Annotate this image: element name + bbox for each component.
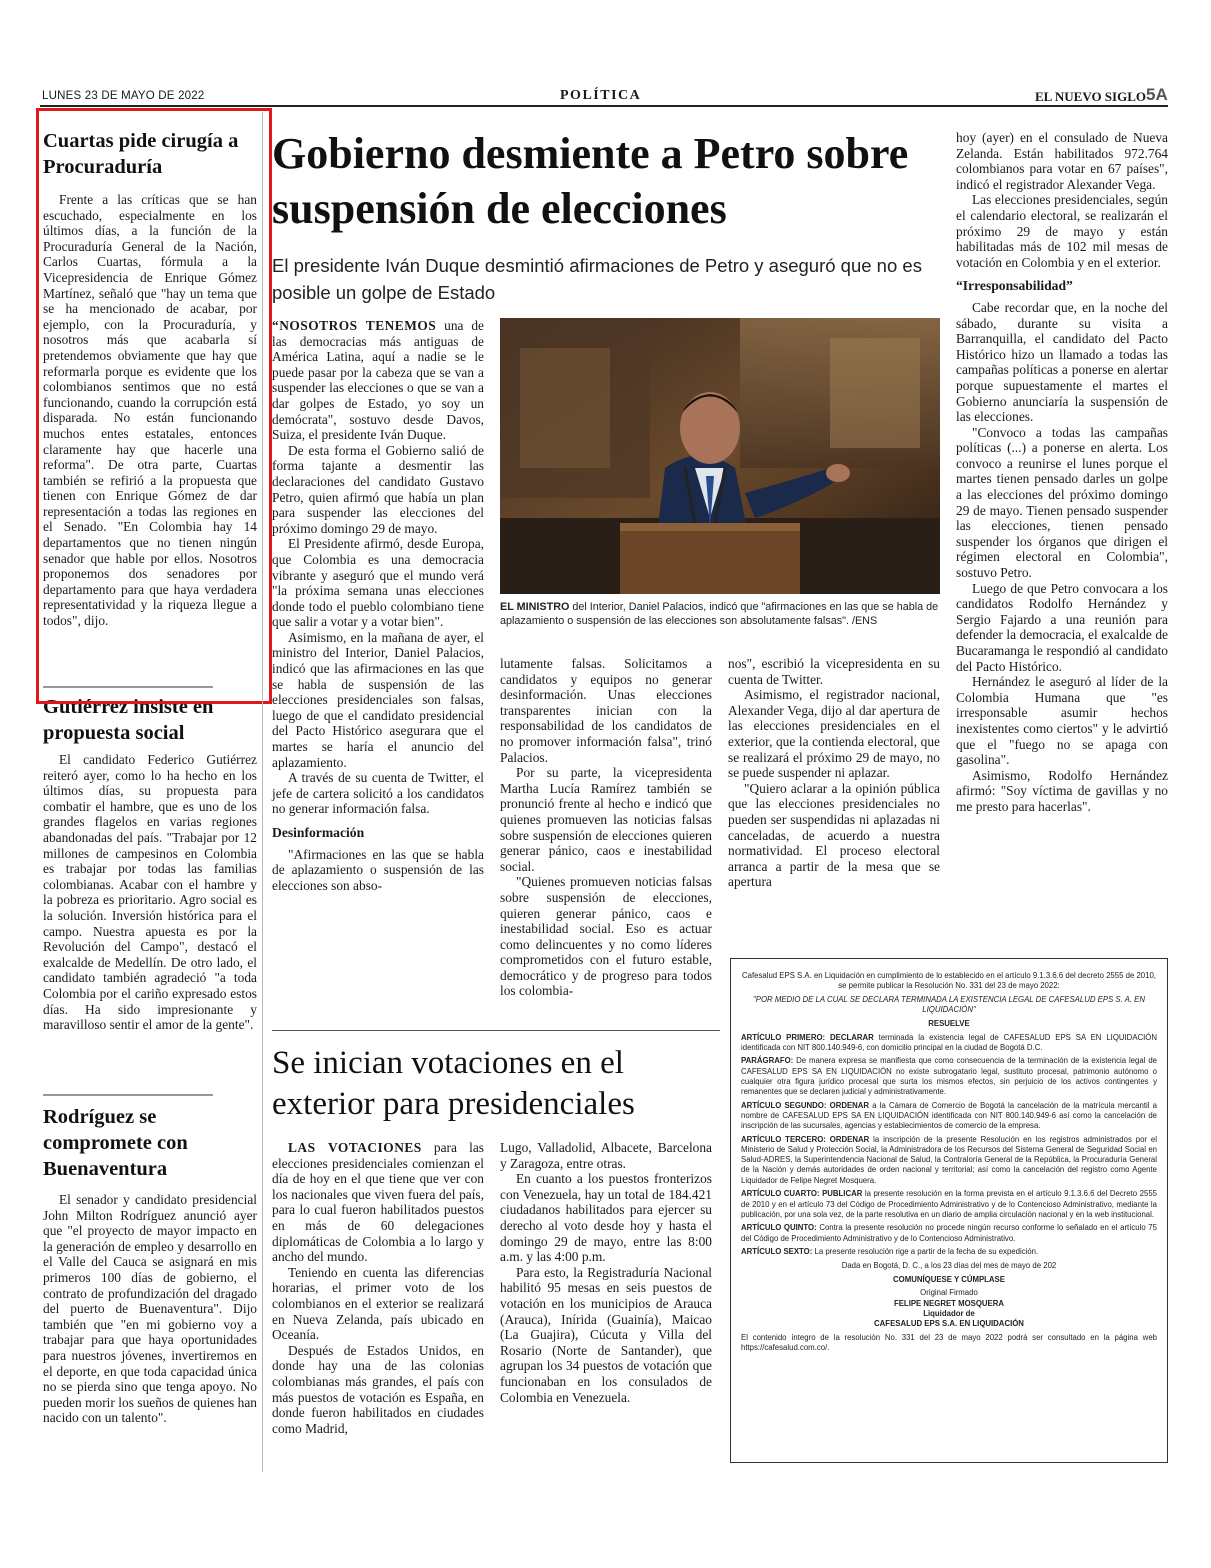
- caption-lead: EL MINISTRO: [500, 601, 570, 613]
- notice-date: Dada en Bogotá, D. C., a los 23 días del mes de mayo de 202: [841, 1261, 1057, 1271]
- paragraph: Para esto, la Registraduría Nacional habilitó 95 mesas en seis puestos de votación en los municipios de Arauca (Arauca), Inírida (Guainía), Maicao (La Guajira), Cúcuta y Villa del Rosario (Norte de Santander), que agrupan los 34 puestos de votación que funcionaban en los consulados de Colombia en Venezuela.: [500, 1264, 712, 1405]
- newspaper-name: EL NUEVO SIGLO: [1035, 89, 1146, 104]
- paragraph: Teniendo en cuenta las diferencias horarias, el primer voto de los colombianos en el exterior se realizará en Nueva Zelanda, país ubicado en Oceanía.: [272, 1264, 484, 1343]
- notice-comuniquese: COMUNÍQUESE Y CÚMPLASE: [893, 1274, 1005, 1284]
- subheading: Desinformación: [272, 825, 365, 840]
- paragraph: El Presidente afirmó, desde Europa, que Colombia es una democracia vibrante y aseguró que el mundo verá "la próxima semana unas elecciones donde todo el pueblo colombiano tiene que salir a votar y a votar bien".: [272, 536, 484, 630]
- notice-intro: Cafesalud EPS S.A. en Liquidación en cumplimiento de lo establecido en el artículo 9.1.3.6.6 del decreto 2555 de 2010, se permite publicar la Resolución No. 331 del 23 de mayo 2022:: [742, 971, 1156, 991]
- notice-signer: FELIPE NEGRET MOSQUERA: [893, 1298, 1005, 1308]
- issue-date: LUNES 23 DE MAYO DE 2022: [42, 90, 205, 102]
- notice-original: Original Firmado: [920, 1288, 978, 1298]
- paragraph: En cuanto a los puestos fronterizos con Venezuela, hay un total de 184.421 ciudadanos habilitados para ejercer su derecho al voto desde hoy y hasta el domingo 29 de mayo, entre las 8:00 a.m. y las 4:00 p.m.: [500, 1171, 712, 1265]
- paragraph: nos", escribió la vicepresidenta en su cuenta de Twitter.: [728, 656, 940, 687]
- paragraph: Hernández le aseguró al líder de la Colombia Humana que "es irresponsable asumir hechos inexistentes como ciertos" y le advirtió que el "fuego no se apaga con gasolina".: [956, 674, 1168, 768]
- paragraph: "Afirmaciones en las que se habla de aplazamiento o suspensión de las elecciones son abso-: [272, 846, 484, 893]
- story-body: Frente a las críticas que se han escuchado, especialmente en los últimos días, a la función de la Procuraduría General de la Nación, Carlos Cuartas, fórmula a la Vicepresidencia de Enrique Gómez Martínez, señaló que "hay un tema que se ha mencionado de acabar, por ejemplo, con la Procuraduría, y nosotros más que acabarla sí pretendemos obviamente que hay que reformarla porque es evidente que los colombianos sentimos que no está funcionando, cuando la corrupción está disparada. No están funcionando muchos entes estatales, entonces claramente hay que hacerle una reforma". De otra parte, Cuartas también se refirió a la propuesta que tienen con Enrique Gómez de dar representación a todas las regiones en el Senado. "En Colombia hay 14 departamentos que no tienen ningún senador que hable por ellos. Nosotros proponemos dos senadores por departamento para que haya verdadera representatividad y la riqueza llegue a todos", dijo.: [43, 192, 257, 629]
- story-title: Cuartas pide cirugía a Procuraduría: [43, 130, 239, 178]
- sidebar-story-gutierrez: [43, 694, 257, 1033]
- paragraph: A través de su cuenta de Twitter, el jefe de cartera solicitó a los candidatos no generar información falsa.: [272, 770, 484, 817]
- paragraph: hoy (ayer) en el consulado de Nueva Zelanda. Están habilitados 972.764 colombianos para votar en 67 países", indicó el registrador Alexander Vega.: [956, 130, 1168, 192]
- paragraph: LAS VOTACIONES para las elecciones presidenciales comienzan el día de hoy en el que tiene que ver con los nacionales que viven fuera del país, para lo cual fueron habilitados puestos en más de 60 delegaciones diplomáticas de Colombia a lo largo y ancho del mundo.: [272, 1140, 484, 1265]
- photo-caption: EL MINISTRO del Interior, Daniel Palacios, indicó que "afirmaciones en las que se habla de aplazamiento o suspensión de las elecciones son absolutamente falsas". /ENS: [500, 601, 939, 627]
- notice-article: ARTÍCULO SEGUNDO: ORDENAR a la Cámara de Comercio de Bogotá la cancelación de la matrícula mercantil a nombre de CAFESALUD EPS SA EN LIQUIDACIÓN identificada con NIT 800.140.949-6 así como la cancelación de inscripción de las sucursales, agencias y establecimientos de comercio de la empresa.: [741, 1100, 1157, 1131]
- legal-notice: [730, 958, 1168, 1463]
- page-number: 5A: [1146, 85, 1168, 104]
- notice-quote: "POR MEDIO DE LA CUAL SE DECLARA TERMINADA LA EXISTENCIA LEGAL DE CAFESALUD EPS S. A. EN LIQUIDACIÓN": [753, 994, 1145, 1015]
- main-col-3: [728, 656, 940, 890]
- section-label: POLÍTICA: [560, 88, 642, 103]
- paragraph: Luego de que Petro convocara a los candidatos Rodolfo Hernández y Sergio Fajardo a una reunión para defender la democracia, el exalcalde de Bucaramanga le respondió al candidato del Pacto Histórico.: [956, 580, 1168, 674]
- notice-article: ARTÍCULO SEXTO: La presente resolución rige a partir de la fecha de su expedición.: [741, 1247, 1039, 1257]
- second-col-1: [272, 1140, 484, 1436]
- notice-footer: El contenido íntegro de la resolución No. 331 del 23 de mayo 2022 podrá ser consultado en la página web https://cafesalud.com.co/.: [741, 1332, 1157, 1352]
- paragraph: "Quienes promueven noticias falsas sobre suspensión de elecciones, quieren generar pánico, caos e inestabilidad social. Eso es actuar como delincuentes y no como líderes comprometidos con el futuro estable, democrático y de progreso para todos los colombia-: [500, 874, 712, 999]
- paragraph: Asimismo, el registrador nacional, Alexander Vega, dijo al dar apertura de las elecciones presidenciales en el exterior, que la contienda electoral, que se realizará el próximo 29 de mayo, no se puede suspender ni aplazar.: [728, 687, 940, 781]
- paragraph: Asimismo, Rodolfo Hernández afirmó: "Soy víctima de gavillas y no me presto para hacerlas".: [956, 767, 1168, 814]
- sidebar-story-rodriguez: [43, 1104, 257, 1426]
- notice-resuelve: RESUELVE: [928, 1018, 970, 1028]
- photo-illustration: [500, 318, 940, 594]
- main-col-4: [956, 130, 1168, 815]
- story-title: Gutiérrez insiste en propuesta social: [43, 696, 214, 744]
- paragraph: De esta forma el Gobierno salió de forma tajante a desmentir las declaraciones del candidato Gustavo Petro, quien afirmó que había un plan para suspender las elecciones del próximo domingo 29 de mayo.: [272, 442, 484, 536]
- lead-in: LAS VOTACIONES: [288, 1140, 422, 1155]
- notice-article: ARTÍCULO CUARTO: PUBLICAR la presente resolución en la forma prevista en el artículo 9.1.3.6.6 del Decreto 2555 de 2010 y en el artículo 73 del Código de Procedimiento Administrativo y de lo Contencioso Administrativo, mediante la publicación, por una sola vez, de la parte resolutiva en un diario de amplia circulación nacional y en la web institucional.: [741, 1189, 1157, 1219]
- notice-article: ARTÍCULO PRIMERO: DECLARAR terminada la existencia legal de CAFESALUD EPS SA EN LIQUIDACIÓN identificada con NIT 800.140.949-6, con domicilio principal en la ciudad de Bogotá D.C.: [741, 1032, 1158, 1052]
- notice-role: Liquidador de: [923, 1308, 975, 1318]
- story-title: Rodríguez se compromete con Buenaventura: [43, 1106, 188, 1180]
- lead-in: “NOSOTROS TENEMOS: [272, 318, 437, 333]
- main-col-2: [500, 656, 712, 999]
- main-deck: El presidente Iván Duque desmintió afirmaciones de Petro y aseguró que no es posible un golpe de Estado: [272, 255, 922, 303]
- main-headline: Gobierno desmiente a Petro sobre suspensión de elecciones: [272, 129, 909, 233]
- notice-company: CAFESALUD EPS S.A. EN LIQUIDACIÓN: [874, 1319, 1024, 1329]
- notice-article: ARTÍCULO TERCERO: ORDENAR la inscripción de la presente Resolución en los registros administrados por el Ministerio de Salud y Protección Social, la Administradora de los Recursos del Sistema General de Seguridad Social en Salud-ADRES, la Superintendencia Nacional de Salud, la Contraloría General de la República, la Procuraduría General de la Nación y demás autoridades de orden nacional y territorial; así como la cancelación del registro como Agente Liquidador de Felipe Negret Mosquera.: [741, 1134, 1157, 1185]
- paragraph: Después de Estados Unidos, en donde hay una de las colonias colombianas más grandes, el país con más puestos de votación es España, en donde fueron habilitados en ciudades como Madrid,: [272, 1342, 484, 1436]
- paragraph: Por su parte, la vicepresidenta Martha Lucía Ramírez también se pronunció frente al hecho e indicó que quienes promueven las noticias falsas sobre suspensión de elecciones quieren generar pánico, caos e inestabilidad social.: [500, 765, 712, 874]
- minister-photo: [500, 318, 940, 594]
- notice-article: ARTÍCULO QUINTO: Contra la presente resolución no procede ningún recurso conforme lo señalado en el artículo 75 del Código de Procedimiento Administrativo y de lo Contencioso Administrativo.: [741, 1223, 1157, 1243]
- paragraph: "Quiero aclarar a la opinión pública que las elecciones presidenciales no pueden ser suspendidas ni aplazadas ni canceladas, de acuerdo a nuestra normatividad. El proceso electoral arranca a partir de la mesa que se apertura: [728, 780, 940, 890]
- main-col-1: [272, 318, 484, 893]
- paragraph: "Convoco a todas las campañas políticas (...) a ponerse en alerta. Los convoco a reunirse el lunes porque el martes tienen pensado darles un golpe a las elecciones del próximo domingo 29 de mayo. Tienen pensado suspender las elecciones, tienen pensado suspender los órganos que dirigen el régimen electoral en Colombia", sostuvo Petro.: [956, 424, 1168, 581]
- paragraph: Asimismo, en la mañana de ayer, el ministro del Interior, Daniel Palacios, indicó que las afirmaciones en las que se habla de suspensión de las elecciones presidenciales son falsas, luego de que el candidato presidencial del Pacto Histórico asegurara que el martes se haría el anuncio del aplazamiento.: [272, 629, 484, 770]
- paragraph: Cabe recordar que, en la noche del sábado, durante su visita a Barranquilla, el candidato del Pacto Histórico hizo un llamado a todas las campañas políticas a ponerse en alertar porque supuestamente el martes el Gobierno anunciaría la suspensión de las elecciones.: [956, 299, 1168, 425]
- highlight-box: [36, 108, 272, 704]
- section-rule: [272, 1030, 720, 1031]
- paragraph: lutamente falsas. Solicitamos a candidatos y equipos no generar desinformación. Unas elecciones transparentes inician con la responsabilidad de los candidatos de no promover información falsa", trinó Palacios.: [500, 656, 712, 765]
- column-divider: [262, 112, 263, 1472]
- notice-article: PARÁGRAFO: De manera expresa se manifiesta que como consecuencia de la terminación de la existencia legal de CAFESALUD EPS SA EN LIQUIDACIÓN no existe subrogatario legal, sustituto procesal, patrimonio autónomo o cualquier otra figura jurídico procesal que surta los mismos efectos, sin perjuicio de los activos contingentes y remanentes que se declaren judicial y administrativamente.: [741, 1056, 1157, 1097]
- paragraph: “NOSOTROS TENEMOS una de las democracias más antiguas de América Latina, aquí a nadie se le puede pasar por la cabeza que se van a suspender las elecciones o que se van a dar golpes de Estado, yo soy un demócrata", sostuvo desde Davos, Suiza, el presidente Iván Duque.: [272, 318, 484, 443]
- second-headline: Se inician votaciones en el exterior para presidenciales: [272, 1045, 635, 1122]
- paragraph: Las elecciones presidenciales, según el calendario electoral, se realizarán el próximo 29 de mayo y están habilitadas más de 102 mil mesas de votación en Colombia y en el exterior.: [956, 192, 1168, 270]
- second-col-2: [500, 1140, 712, 1405]
- subheading: “Irresponsabilidad”: [956, 278, 1073, 294]
- paragraph: Lugo, Valladolid, Albacete, Barcelona y Zaragoza, entre otras.: [500, 1140, 712, 1171]
- sidebar-divider: [43, 1094, 213, 1096]
- story-body: El senador y candidato presidencial John Milton Rodríguez anunció ayer que "el proyecto de mayor impacto en la generación de empleo y desarrollo en el Valle del Cauca se asignará en mis primeros 100 días de gobierno, el contrato de profundización del dragado del puerto de Buenaventura". Dijo también que "en mi gobierno voy a trabajar para que haya oportunidades para nuestros jóvenes, invertiremos en el deporte, en que toda capacidad única no se pierda sino que tenga apoyo. No pueden morir los sueños de quienes han nacido con un talento".: [43, 1192, 257, 1426]
- story-body: El candidato Federico Gutiérrez reiteró ayer, como lo ha hecho en los últimos días, su propuesta para combatir el hambre, que es uno de los grandes flagelos en varias regiones abandonadas del país. "Trabajar por 12 millones de campesinos en Colombia es trabajar por todas las familias colombianas. Acabar con el hambre y la pobreza es prioritario. Agro social es la solución. Inversión histórica para el campo. Nuestra apuesta es por la Revolución del Campo", destacó el exalcalde de Medellín. De otro lado, el candidato también agradeció "a toda Colombia por el cariño expresado estos días. Ha sido impresionante y maravilloso sentir el amor de la gente".: [43, 752, 257, 1033]
- header-rule: [40, 105, 1168, 107]
